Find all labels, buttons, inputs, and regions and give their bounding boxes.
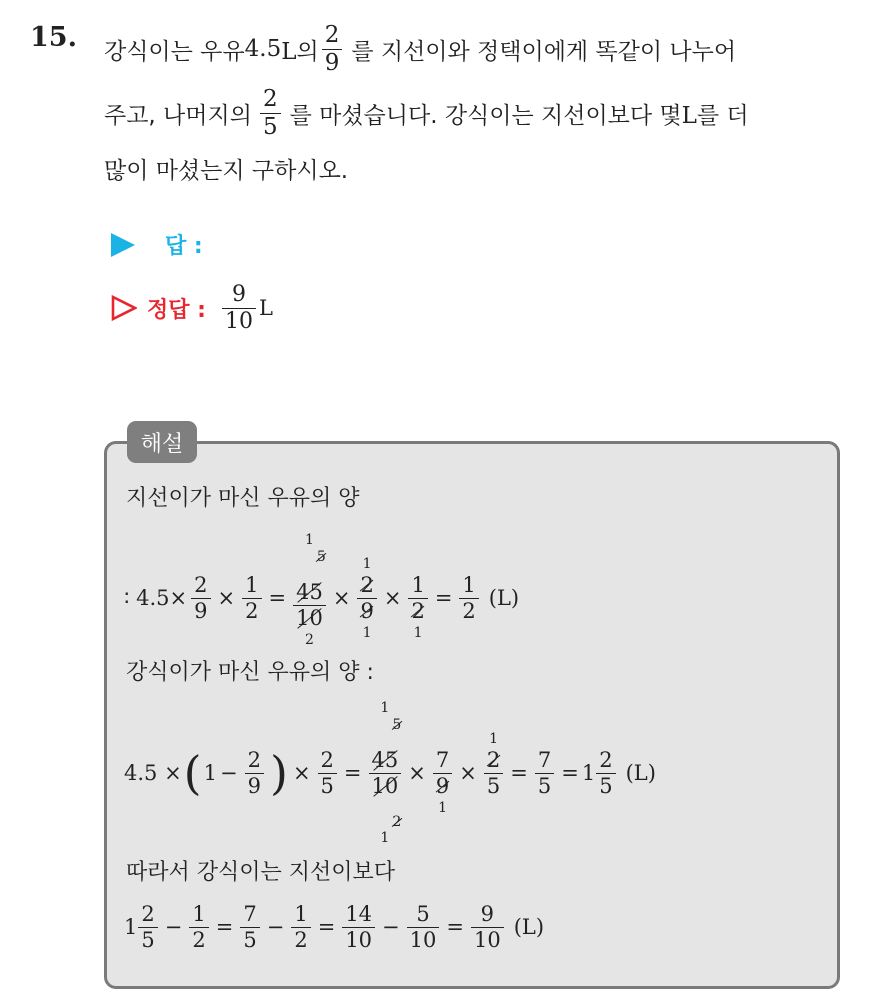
operator: = — [343, 761, 362, 785]
fraction: $\frac{1}{2}$ — [459, 574, 478, 621]
correct-answer-row — [111, 276, 273, 340]
operator: × — [408, 761, 426, 785]
cancel-note: 2 — [392, 813, 402, 830]
operator: = — [561, 761, 579, 785]
cancelled-fraction — [293, 532, 326, 648]
fraction: $\frac{7}{5}$ — [240, 903, 259, 950]
question-text: 를 마셨습니다. 강식이는 지선이보다 몇 — [289, 102, 682, 129]
operator: = — [434, 586, 453, 610]
question-line-3: 많이 마셨는지 구하시오. — [104, 158, 349, 184]
struck-number: 9 — [435, 773, 450, 798]
operator: × — [383, 586, 402, 610]
operator: × — [459, 761, 477, 785]
left-paren: ( — [183, 746, 202, 800]
solution-heading-2: 강식이가 마신 우유의 양 : — [126, 660, 374, 685]
eq-prefix: ∶ 4.5× — [124, 586, 188, 610]
cancelled-fraction: 1 2 5 — [484, 749, 503, 796]
operator: − — [164, 915, 183, 939]
cancel-note: 5 — [316, 549, 326, 566]
question-text: 강식이는 우유 — [104, 38, 245, 65]
fraction: $\frac{2}{9}$ — [245, 749, 264, 796]
question-line-2 — [104, 82, 749, 144]
cancelled-fraction: 7 9 1 — [433, 749, 452, 796]
number: 1 — [203, 761, 217, 785]
solution-equation-2 — [124, 700, 656, 846]
answer-label: 답 : — [165, 234, 203, 259]
cancel-note: 1 — [362, 624, 372, 641]
fraction: $\frac{2}{5}$ — [260, 87, 281, 138]
cancelled-fraction — [369, 700, 402, 846]
operator: × — [332, 586, 351, 610]
answer-row — [111, 229, 203, 260]
play-icon — [111, 233, 135, 257]
struck-number: 10 — [371, 773, 399, 798]
fraction: $\frac{1}{2}$ — [242, 574, 261, 621]
operator: − — [382, 915, 400, 939]
eq-prefix: 4.5 × — [124, 761, 182, 785]
operator: = — [268, 586, 287, 610]
question-line-1 — [104, 18, 736, 80]
cancel-note: 1 — [380, 829, 390, 846]
cancel-note: 1 — [413, 624, 423, 641]
amount: 4.5 — [244, 36, 282, 62]
struck-number: 9 — [360, 598, 374, 623]
fraction: $\frac{1}{2}$ — [291, 903, 310, 950]
fraction: $\frac{5}{10}$ — [407, 903, 440, 950]
operator: × — [217, 586, 236, 610]
struck-number: 10 — [296, 605, 323, 630]
cancel-note: 1 — [380, 700, 390, 717]
operator: − — [220, 761, 238, 785]
fraction: $\frac{14}{10}$ — [342, 903, 375, 950]
correct-answer-unit: L — [258, 296, 273, 320]
solution-equation-1 — [124, 532, 520, 648]
cancel-note: 1 — [489, 731, 499, 748]
solution-heading-3: 따라서 강식이는 지선이보다 — [126, 860, 396, 885]
unit: (L) — [513, 915, 545, 939]
cancel-note: 1 — [438, 799, 448, 816]
correct-answer-label: 정답 : — [147, 297, 206, 323]
unit: L를 더 — [681, 102, 749, 129]
right-paren: ) — [269, 746, 288, 800]
fraction: $\frac{2}{5}$ — [318, 749, 337, 796]
solution-heading-1: 지선이가 마신 우유의 양 — [126, 486, 360, 511]
cancelled-fraction: 1 2 1 — [408, 574, 427, 621]
whole-part: 1 — [124, 915, 138, 939]
operator: = — [446, 915, 464, 939]
cancelled-fraction — [357, 556, 376, 641]
struck-number: 2 — [411, 598, 425, 623]
operator: − — [266, 915, 285, 939]
fraction: $\frac{2}{5}$ — [596, 749, 615, 796]
question-number: 15. — [30, 22, 77, 53]
unit: (L) — [488, 586, 520, 610]
play-outline-icon — [111, 295, 137, 321]
question-text: 주고, 나머지의 — [104, 102, 252, 129]
cancel-note: 5 — [392, 717, 402, 734]
fraction: $\frac{2}{9}$ — [322, 23, 343, 74]
operator: × — [292, 761, 311, 785]
mixed-number — [582, 749, 620, 796]
fraction: $\frac{2}{5}$ — [138, 903, 157, 950]
solution-tab: 해설 — [127, 421, 197, 463]
cancel-note: 1 — [362, 556, 372, 573]
unit: (L) — [625, 761, 656, 785]
operator: = — [215, 915, 234, 939]
mixed-number — [124, 903, 162, 950]
struck-number: 45 — [296, 580, 323, 605]
question-text: 를 지선이와 정택이에게 똑같이 나누어 — [351, 38, 737, 65]
unit: L의 — [281, 38, 319, 65]
correct-answer-fraction: $\frac{9}{10}$ — [222, 283, 256, 332]
whole-part: 1 — [581, 761, 596, 785]
fraction: $\frac{7}{5}$ — [535, 749, 554, 796]
operator: = — [317, 915, 336, 939]
struck-number: 2 — [486, 748, 501, 773]
cancel-note: 2 — [305, 631, 314, 648]
fraction: $\frac{1}{2}$ — [189, 903, 208, 950]
struck-number: 45 — [371, 748, 399, 773]
cancel-note: 1 — [305, 532, 314, 549]
solution-equation-3 — [124, 893, 544, 961]
operator: = — [510, 761, 528, 785]
struck-number: 2 — [360, 573, 374, 598]
fraction: $\frac{9}{10}$ — [471, 903, 504, 950]
fraction: $\frac{2}{9}$ — [191, 574, 210, 621]
